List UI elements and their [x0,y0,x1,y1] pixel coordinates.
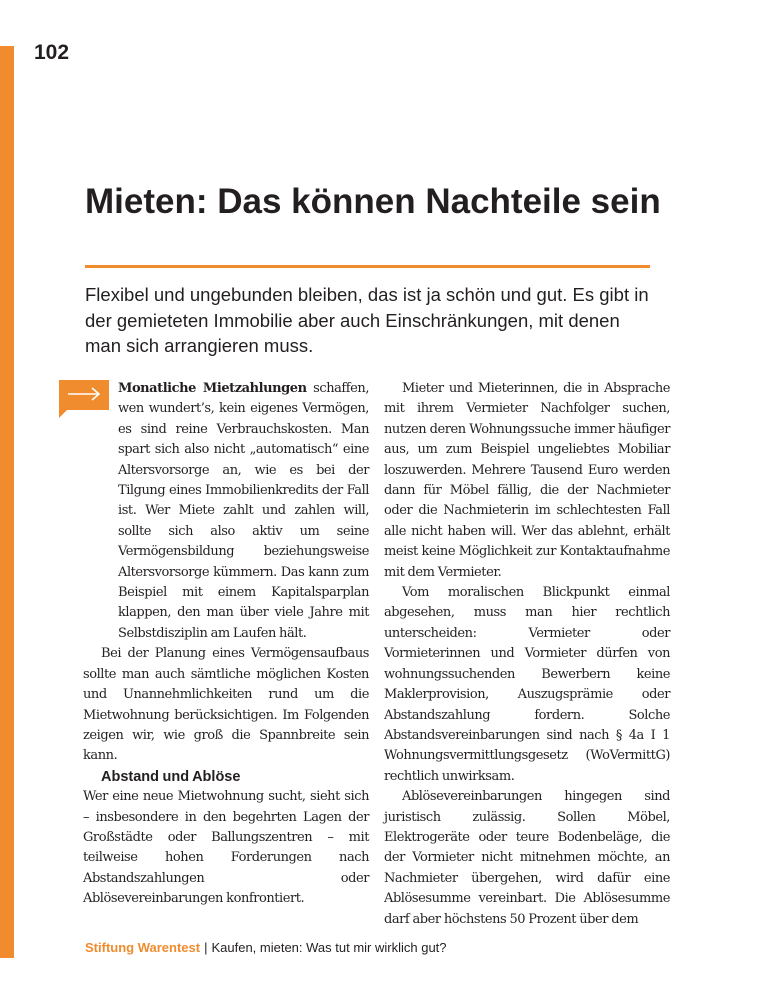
paragraph [83,379,369,644]
section-subheading: Abstand und Ablöse [101,768,241,785]
page-footer [85,940,447,955]
title-divider [85,265,650,268]
paragraph: Wer eine neue Mietwohnung sucht, sieht sich – insbesondere in den begehrten Lagen der Großstädte oder Ballungszentren – mit teilweise hohen Forderungen nach Abstandszahlungen oder Ablösevereinbarungen konfrontiert. [83,789,369,907]
paragraph: Bei der Planung eines Vermögensaufbaus sollte man auch sämtliche möglichen Kosten und Unannehmlichkeiten rund um die Mietwohnung berücksichtigen. Im Folgenden zeigen wir, wie groß die Spannbreite sein kann. [83,646,369,764]
paragraph: Mieter und Mieterinnen, die in Absprache mit ihrem Vermieter Nachfolger suchen, nutzen deren Wohnungssuche immer häufiger aus, um zum Beispiel ungeliebtes Mobiliar loszuwerden. Mehrere Tausend Euro werden dann für Möbel fällig, die der Nachmieter oder die Nachmieterin im schlechtesten Fall alle nicht haben will. Wer das ablehnt, erhält meist keine Möglichkeit zur Kontaktaufnahme mit dem Vermieter. [384,381,670,580]
page-edge-accent-bar [0,46,14,958]
right-column [384,379,670,930]
footer-brand: Stiftung Warentest [85,940,201,955]
footer-book-title: Kaufen, mieten: Was tut mir wirklich gut? [211,940,447,955]
article-lead: Flexibel und ungebunden bleiben, das ist ja schön und gut. Es gibt in der gemieteten Immobilie aber auch Einschränkungen, mit denen man sich arrangieren muss. [85,284,649,356]
footer-separator: | [204,940,208,955]
article-title: Mieten: Das können Nachteile sein [85,182,661,221]
paragraph-text: schaffen, wen wundert’s, kein eigenes Vermögen, es sind reine Verbrauchskosten. Man spart sich also nicht „automatisch“ eine Altersvorsorge an, wie es bei der Tilgung eines Immobilienkredits der Fall ist. Wer Miete zahlt und zahlen will, sollte sich also aktiv um seine Vermögensbildung beziehungsweise Altersvorsorge kümmern. Das kann zum Beispiel mit einem Kapitalsparplan klappen, den man über viele Jahre mit Selbstdisziplin am Laufen hält. [118,381,370,641]
paragraph: Vom moralischen Blickpunkt einmal abgesehen, muss man hier rechtlich unterscheiden: Vermieter oder Vormieterinnen und Vormieter dürfen von wohnungssuchenden Bewerbern keine Maklerprovision, Auszugsprämie oder Abstandszahlung fordern. Solche Abstandsvereinbarungen sind nach § 4a I 1 Wohnungsvermittlungsgesetz (WoVermittG) rechtlich unwirksam. [384,585,670,784]
paragraph: Ablösevereinbarungen hingegen sind juristisch zulässig. Sollen Möbel, Elektrogeräte oder teure Bodenbeläge, die der Vormieter nicht mitnehmen möchte, an Nachmieter übergehen, wird dafür eine Ablösesumme vereinbart. Die Ablösesumme darf aber höchstens 50 Prozent über dem [384,789,670,927]
page-number: 102 [34,41,70,64]
lead-in-bold: Monatliche Mietzahlungen [118,381,307,396]
left-column [83,379,369,910]
